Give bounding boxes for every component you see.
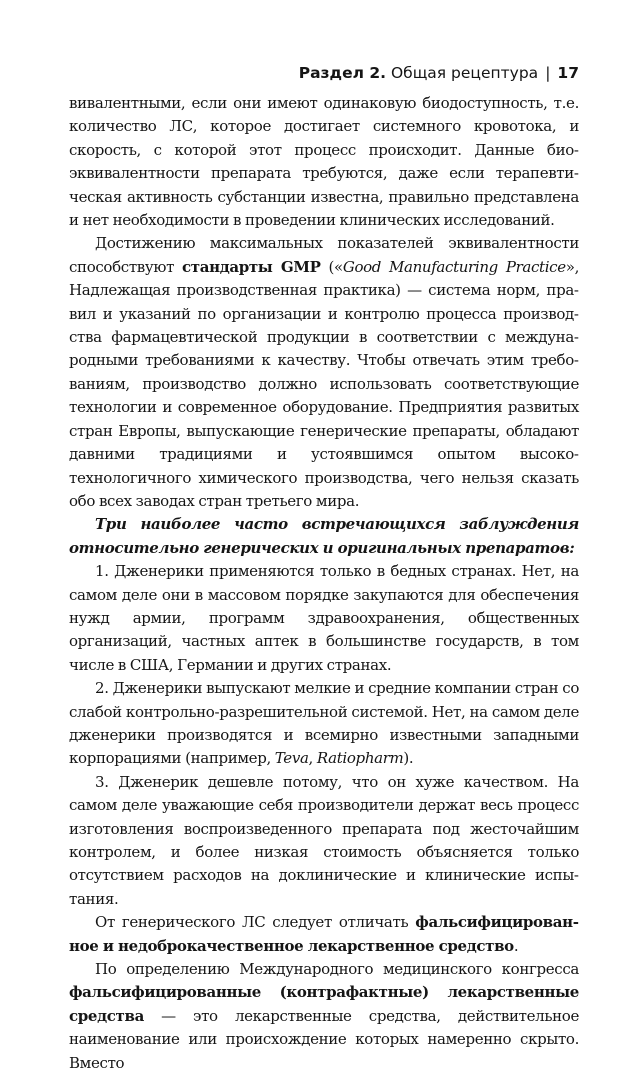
- company-ratiopharm: Ratiopharm: [316, 749, 404, 768]
- item-2-close: ).: [403, 749, 414, 768]
- gmp-term: стандарты GMP: [181, 257, 321, 276]
- misconception-item-1: 1. Дженерики применяются только в бедных странах. Нет, на самом деле они в массовом порядке закупаются для обеспечения нужд армии, программ здравоохранения, общественных организаций, частных аптек в большинстве государств, в том числе в США, Германии и других странах.: [69, 562, 579, 674]
- definition-term: фальсифицированные (контрафактные) лекарственные средства: [69, 983, 579, 1025]
- header-separator: |: [545, 64, 551, 82]
- gmp-text-rest: », Надлежащая производственная практика) — система норм, правил и указаний по организации и контролю процесса производства фармацевтической продукции в соответствии с международными требованиями к качеству. Чтобы отвечать этим требованиям, производство должно использовать соответствующие технологии и современное оборудование. Предприятия развитых стран Европы, выпускающие генерические препараты, обладают давними традициями и устоявшимся опытом высокотехнологичного химического производства, чего нельзя сказать обо всех заводах стран третьего мира.: [69, 257, 579, 510]
- falsified-lead: От генерического ЛС следует отличать: [95, 913, 416, 932]
- paragraph-falsified: [69, 911, 579, 958]
- misconception-item-3: 3. Дженерик дешевле потому, что он хуже качеством. На самом деле уважающие себя производители держат весь процесс изготовления воспроизведенного препарата под жесточайшим контролем, и более низкая стоимость объясняется только отсутствием расходов на доклинические и клинические испытания.: [69, 772, 579, 908]
- section-label: Раздел 2.: [298, 64, 386, 82]
- gmp-text-lead: Достижению максимальных показателей эквивалентности способствуют: [69, 234, 579, 276]
- running-header: [69, 62, 579, 86]
- paragraph-definition: [69, 958, 579, 1075]
- gmp-quote-open: («: [320, 257, 343, 276]
- item-2-comma: ,: [308, 749, 317, 768]
- definition-rest: — это лекарственные средства, действительное наименование или происхождение которых намеренно скрыто. Вместо: [69, 1006, 579, 1072]
- page-body: [69, 92, 579, 1075]
- gmp-english-term: Good Manufacturing Practice: [342, 257, 566, 276]
- misconception-item-2: [69, 677, 579, 771]
- page-number: 17: [557, 64, 579, 82]
- falsified-term: фальсифицированное и недоброкачественное лекарственное средство: [69, 913, 579, 955]
- paragraph-continuation: вивалентными, если они имеют одинаковую биодоступность, т.е. количество ЛС, которое достигает системного кровотока, и скорость, с которой этот процесс происходит. Данные биоэквивалентности препарата требуются, даже если терапевтическая активность субстанции известна, правильно представлена и нет необходимости в проведении клинических исследований.: [69, 94, 579, 230]
- book-page: [69, 62, 579, 1075]
- paragraph-gmp: [69, 232, 579, 513]
- definition-lead: По определению Международного медицинского конгресса: [95, 960, 579, 979]
- item-2-text: 2. Дженерики выпускают мелкие и средние компании стран со слабой контрольно-разрешительной системой. Нет, на самом деле дженерики производятся и всемирно известными западными корпорациями (например,: [69, 679, 579, 768]
- section-title: Общая рецептура: [390, 64, 539, 82]
- misconceptions-intro: Три наиболее часто встречающихся заблуждения относительно генерических и оригинальных препаратов:: [69, 515, 579, 557]
- falsified-end: .: [513, 936, 519, 955]
- company-teva: Teva: [274, 749, 309, 768]
